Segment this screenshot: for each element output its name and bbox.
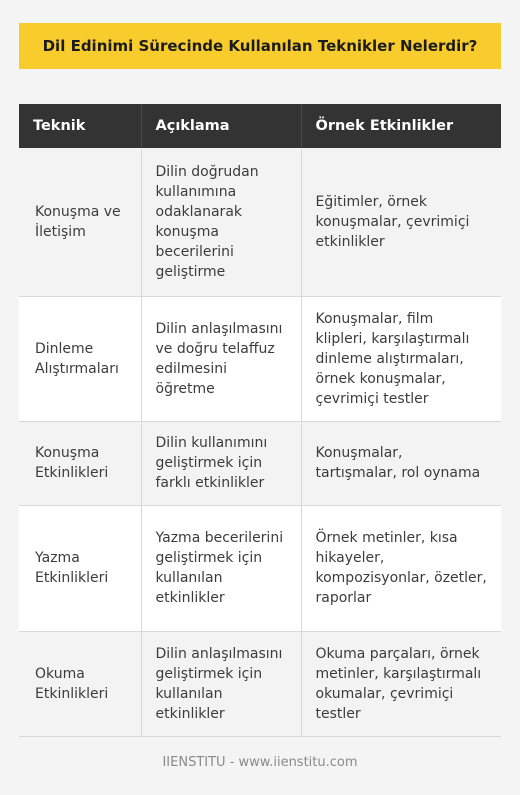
title-banner — [19, 23, 501, 69]
cell-examples: Konuşmalar, tartışmalar, rol oynama — [301, 421, 501, 505]
cell-technique: Yazma Etkinlikleri — [19, 505, 141, 631]
table-row — [19, 421, 501, 505]
header-example-activities: Örnek Etkinlikler — [301, 104, 501, 148]
table-row — [19, 148, 501, 296]
cell-examples: Eğitimler, örnek konuşmalar, çevrimiçi etkinlikler — [301, 148, 501, 296]
cell-technique: Konuşma Etkinlikleri — [19, 421, 141, 505]
cell-description: Dilin kullanımını geliştirmek için farklı etkinlikler — [141, 421, 301, 505]
header-technique: Teknik — [19, 104, 141, 148]
cell-description: Dilin anlaşılmasını ve doğru telaffuz edilmesini öğretme — [141, 296, 301, 421]
cell-examples: Okuma parçaları, örnek metinler, karşılaştırmalı okumalar, çevrimiçi testler — [301, 631, 501, 736]
header-description: Açıklama — [141, 104, 301, 148]
table-row — [19, 631, 501, 736]
footer-credit: IIENSTITU - www.iienstitu.com — [162, 755, 358, 770]
page-title: Dil Edinimi Sürecinde Kullanılan Teknikler Nelerdir? — [42, 37, 478, 55]
cell-technique: Okuma Etkinlikleri — [19, 631, 141, 736]
cell-technique: Dinleme Alıştırmaları — [19, 296, 141, 421]
cell-examples: Örnek metinler, kısa hikayeler, kompozisyonlar, özetler, raporlar — [301, 505, 501, 631]
table-row — [19, 296, 501, 421]
cell-examples: Konuşmalar, film klipleri, karşılaştırmalı dinleme alıştırmaları, örnek konuşmalar, çevrimiçi testler — [301, 296, 501, 421]
cell-technique: Konuşma ve İletişim — [19, 148, 141, 296]
techniques-table — [19, 104, 501, 737]
table-row — [19, 505, 501, 631]
cell-description: Dilin doğrudan kullanımına odaklanarak konuşma becerilerini geliştirme — [141, 148, 301, 296]
cell-description: Dilin anlaşılmasını geliştirmek için kullanılan etkinlikler — [141, 631, 301, 736]
cell-description: Yazma becerilerini geliştirmek için kullanılan etkinlikler — [141, 505, 301, 631]
table-header-row — [19, 104, 501, 148]
